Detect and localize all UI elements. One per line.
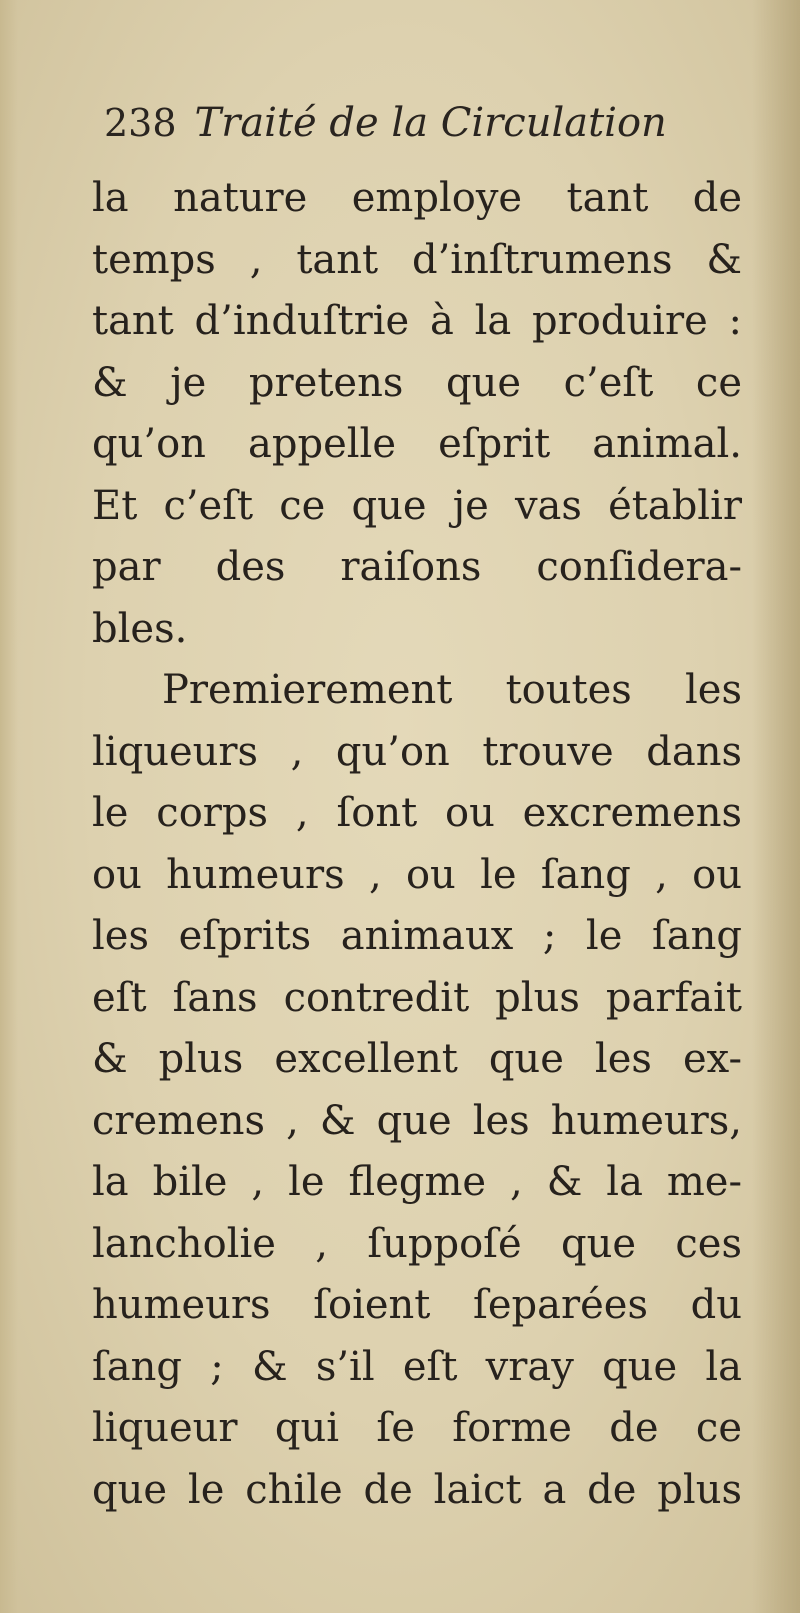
- text-line: tant d’induſtrie à la produire :: [92, 298, 742, 344]
- text-line: Et c’eſt ce que je vas établir: [92, 482, 742, 529]
- text-line: les eſprits animaux ; le ſang: [92, 913, 742, 959]
- text-line: & je pretens que c’eſt ce: [92, 359, 742, 406]
- running-head: [104, 100, 667, 146]
- text-line: temps , tant d’inſtrumens &: [92, 236, 742, 283]
- text-line: ou humeurs , ou le ſang , ou: [92, 851, 742, 898]
- text-line: par des raiſons conſidera-: [92, 544, 742, 590]
- text-line: bles.: [92, 605, 188, 652]
- text-line: liqueurs , qu’on trouve dans: [92, 728, 742, 775]
- text-line: eſt ſans contredit plus parfait: [92, 974, 742, 1021]
- text-line: qu’on appelle eſprit animal.: [92, 421, 742, 467]
- text-line: liqueur qui ſe forme de ce: [92, 1405, 742, 1451]
- text-line: que le chile de laict a de plus: [92, 1466, 742, 1513]
- text-line: la nature employe tant de: [92, 175, 742, 221]
- text-line: ſang ; & s’il eſt vray que la: [92, 1343, 742, 1390]
- body-text: [92, 168, 742, 1521]
- text-line: la bile , le flegme , & la me-: [92, 1159, 742, 1205]
- text-line: humeurs ſoient ſeparées du: [92, 1282, 742, 1328]
- text-line: lancholie , ſuppoſé que ces: [92, 1220, 742, 1267]
- text-line: le corps , ſont ou excremens: [92, 790, 742, 836]
- text-line: & plus excellent que les ex-: [92, 1036, 742, 1082]
- text-line: cremens , & que les humeurs,: [92, 1097, 742, 1144]
- paragraph-start-line: Premierement toutes les: [162, 667, 742, 713]
- page-number: 238: [104, 101, 177, 145]
- running-title: Traité de la Circulation: [194, 100, 667, 146]
